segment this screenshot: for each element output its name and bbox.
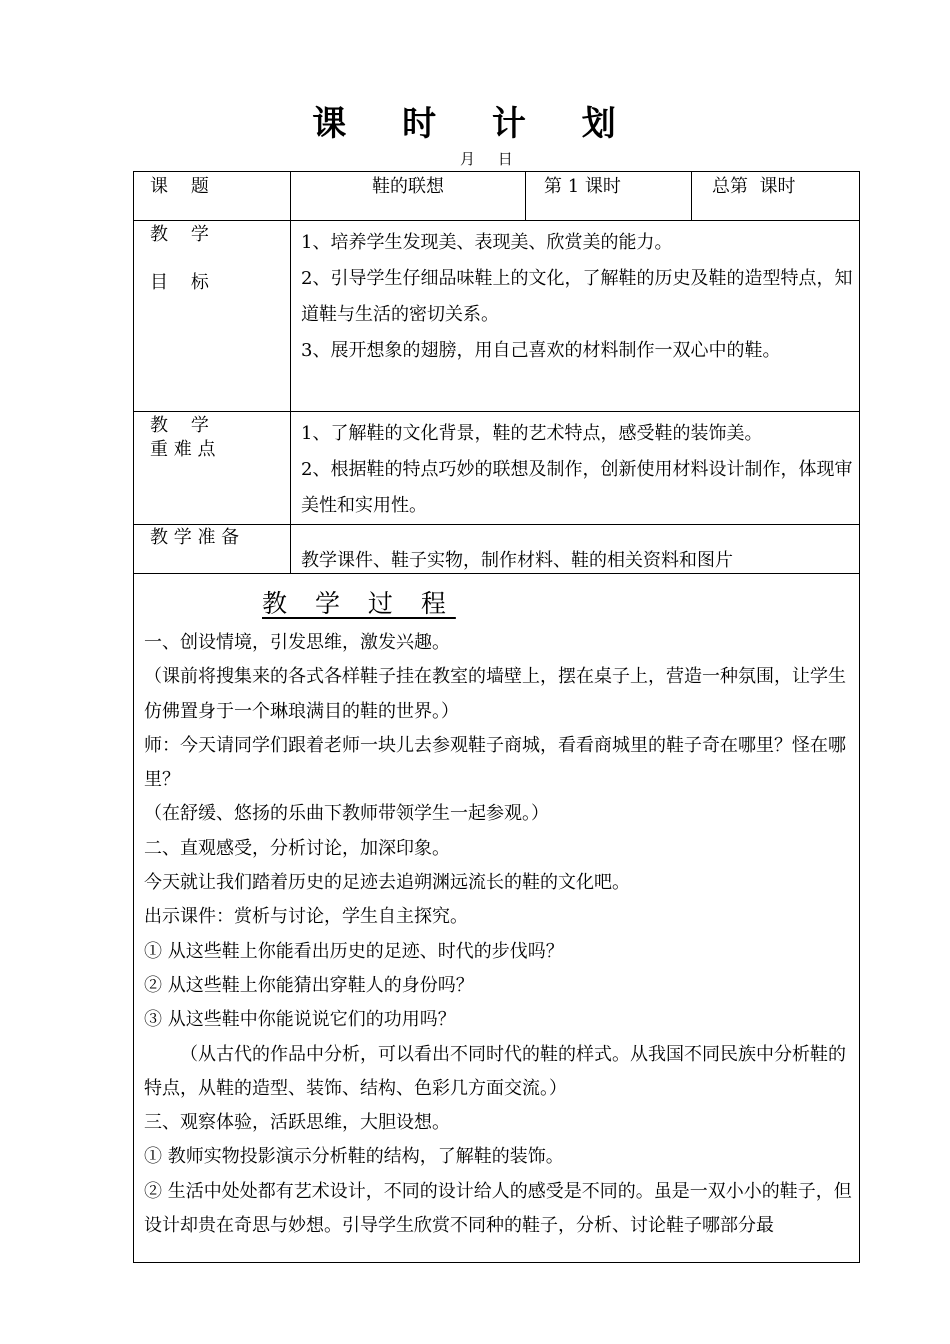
preparation-label-cell (134, 525, 291, 574)
key-points-label-bottom: 重 难 点 (150, 439, 216, 460)
key-point-item: 2、根据鞋的特点巧妙的联想及制作，创新使用材料设计制作，体现审美性和实用性。 (301, 459, 853, 516)
lesson-plan-table (133, 171, 860, 1263)
lesson-no-cell (526, 172, 692, 221)
date-line: 月 日 (460, 150, 513, 168)
process-paragraph: ③ 从这些鞋中你能说说它们的功用吗？ (144, 1009, 456, 1031)
key-point-item: 1、了解鞋的文化背景，鞋的艺术特点，感受鞋的装饰美。 (301, 423, 763, 444)
process-paragraph: 今天就让我们踏着历史的足迹去追朔渊远流长的鞋的文化吧。 (144, 872, 630, 894)
process-paragraph: 出示课件：赏析与讨论，学生自主探究。 (144, 906, 468, 928)
process-title: 教 学 过 程 (262, 589, 456, 618)
key-points-content (291, 412, 860, 525)
process-cell (134, 574, 860, 1263)
total-lesson-number: 总第 课时 (712, 176, 796, 197)
process-paragraph: ① 从这些鞋上你能看出历史的足迹、时代的步伐吗？ (144, 940, 564, 962)
topic-label: 课 题 (150, 176, 209, 197)
objectives-row (134, 221, 860, 412)
process-row (134, 574, 860, 1263)
header-row (134, 172, 860, 221)
preparation-text: 教学课件、鞋子实物，制作材料、鞋的相关资料和图片 (301, 550, 733, 571)
preparation-label: 教 学 准 备 (150, 527, 240, 548)
topic-value: 鞋的联想 (372, 176, 444, 197)
objective-item: 1、培养学生发现美、表现美、欣赏美的能力。 (301, 232, 673, 253)
topic-cell (291, 172, 526, 221)
objectives-label-cell (134, 221, 291, 412)
process-paragraph: （从古代的作品中分析，可以看出不同时代的鞋的样式。从我国不同民族中分析鞋的特点，从鞋的造型、装饰、结构、色彩几方面交流。） (144, 1043, 846, 1099)
process-paragraph: （在舒缓、悠扬的乐曲下教师带领学生一起参观。） (144, 803, 549, 825)
process-paragraph: 二、直观感受，分析讨论，加深印象。 (144, 837, 450, 859)
key-points-label-cell (134, 412, 291, 525)
lesson-number: 第 1 课时 (544, 176, 621, 197)
objectives-label-top: 教 学 (150, 224, 209, 245)
total-lesson-cell (692, 172, 860, 221)
process-paragraph: ② 从这些鞋上你能猜出穿鞋人的身份吗？ (144, 974, 474, 996)
process-paragraph: 三、观察体验，活跃思维，大胆设想。 (144, 1112, 450, 1134)
objective-item: 3、展开想象的翅膀，用自己喜欢的材料制作一双心中的鞋。 (301, 340, 781, 361)
process-paragraph: ① 教师实物投影演示分析鞋的结构，了解鞋的装饰。 (144, 1146, 564, 1168)
process-paragraph: 一、创设情境，引发思维，激发兴趣。 (144, 632, 450, 653)
objectives-content (291, 221, 860, 412)
topic-label-cell (134, 172, 291, 221)
preparation-row (134, 525, 860, 574)
process-paragraph: ② 生活中处处都有艺术设计，不同的设计给人的感受是不同的。虽是一双小小的鞋子，但设计却贵在奇思与妙想。引导学生欣赏不同种的鞋子，分析、讨论鞋子哪部分最 (144, 1180, 852, 1237)
preparation-cell (291, 525, 860, 574)
objectives-label-bottom: 目 标 (150, 272, 209, 293)
process-paragraph: （课前将搜集来的各式各样鞋子挂在教室的墙壁上，摆在桌子上，营造一种氛围，让学生仿佛置身于一个琳琅满目的鞋的世界。） (144, 666, 846, 722)
objective-item: 2、引导学生仔细品味鞋上的文化，了解鞋的历史及鞋的造型特点，知道鞋与生活的密切关系。 (301, 268, 853, 325)
page-title: 课 时 计 划 (312, 104, 638, 144)
process-content (134, 574, 859, 1262)
key-points-row (134, 412, 860, 525)
process-paragraph: 师：今天请同学们跟着老师一块儿去参观鞋子商城，看看商城里的鞋子奇在哪里？怪在哪里？ (144, 734, 846, 791)
key-points-label-top: 教 学 (150, 415, 209, 436)
